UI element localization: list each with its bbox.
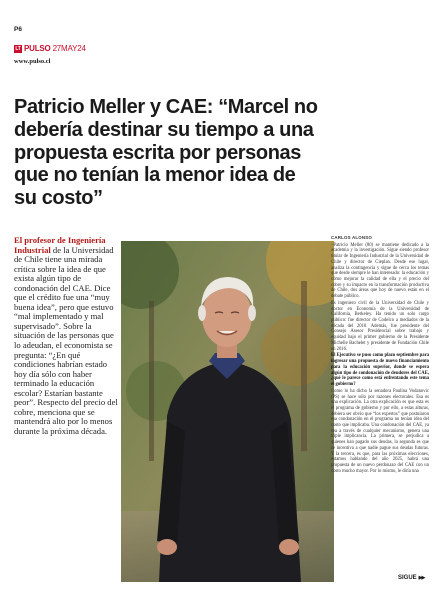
issue-date: 27MAY24: [52, 44, 86, 53]
article-headline: Patricio Meller y CAE: “Marcel no debería destinar su tiempo a una propuesta escrita por personas que no tenían la menor idea de su costo”: [14, 96, 318, 210]
lead-text: de la Universidad de Chile tiene una mirada crítica sobre la idea de que exista algún tipo de condonación del CAE. Dice que el crédito fue una “muy buena idea”, pero que estuvo “mal implementado y mal supervisado”. Sobre la situación de las personas que lo adeudan, el economista se pregunta: “¿En qué condiciones habrían estado hoy día sólo con haber terminado la educación escolar? Estarían bastante peor”. Respecto del precio del cobre, menciona que se mantendrá alto por lo menos durante la próxima década.: [14, 244, 118, 436]
page-number: P6: [14, 26, 22, 33]
continue-link[interactable]: [398, 575, 424, 581]
article-body: [331, 235, 429, 476]
masthead: [14, 44, 86, 53]
body-paragraph: Es ingeniero civil de la Universidad de Chile y doctor en Economía de la Universidad de California, Berkeley. Ha tenido un solo cargo público: fue director de Codelco a mediados de la década del 2010. Además, fue presidente del Consejo Asesor Presidencial sobre trabajo y equidad bajo el primer gobierno de la Presidente Michelle Bachelet y presidente de Fundación Chile en 2016.: [331, 300, 429, 352]
article-lead: [14, 236, 122, 436]
interview-question: El Ejecutivo se puso como plazo septiembre para ingresar una propuesta de nuevo financiamiento para la educación superior, donde se espera algún tipo de condonación de deudores del CAE, ¿qué le parece como está enfrentando este tema el gobierno?: [331, 353, 429, 387]
author-byline: CARLOS ALONSO: [331, 235, 372, 240]
continue-label: SIGUE: [398, 575, 417, 581]
continue-arrow-icon: ▶▶: [418, 575, 425, 581]
pulso-logo-icon: LT: [15, 45, 21, 52]
lead-kicker: El profesor de Ingeniería Industrial: [14, 235, 106, 255]
website-url[interactable]: www.pulso.cl: [14, 58, 51, 65]
portrait-photo: [121, 241, 334, 582]
body-paragraph: –Patricio Meller (80) se mantiene dedicado a la academia y la investigación. Sigue siendo profesor titular de Ingeniería Industrial de la Universidad de Chile y director de Cieplan. Desde ese lugar, analiza la contingencia y sigue de cerca los temas que desde siempre le han interesado: la educación y cómo mejorar la calidad de ella y el precio del cobre y su impacto en la transformación productiva de Chile, dos áreas que hoy de nuevo están en el debate público.: [331, 242, 429, 300]
interview-answer: Como lo ha dicho la senadora Paulina Vodanovic (PS) se hace sólo por razones electorales. Esa es una explicación. La otra explicación es que esta es el programa de gobierno y por ello, a estas alturas, debiera ser obvio que “los expertos” que postularon esa condonación en el programa no tenían idea del costo que implicaba. Una condonación del CAE, ya sea a través de cualquier mecanismo, genera una triple implicancia. La primera, se perjudica a quienes han pagado sus deudas, la segunda es que se incentiva a que nadie pague sus deudas futuras. Y la tercera, es que, para las próximas elecciones, estamos hablando del año 2025, habrá una propuesta de un nuevo perdonazo del CAE con un costo mucho mayor. Por lo mismo, le diría una: [331, 388, 429, 474]
section-name: PULSO: [24, 44, 51, 53]
